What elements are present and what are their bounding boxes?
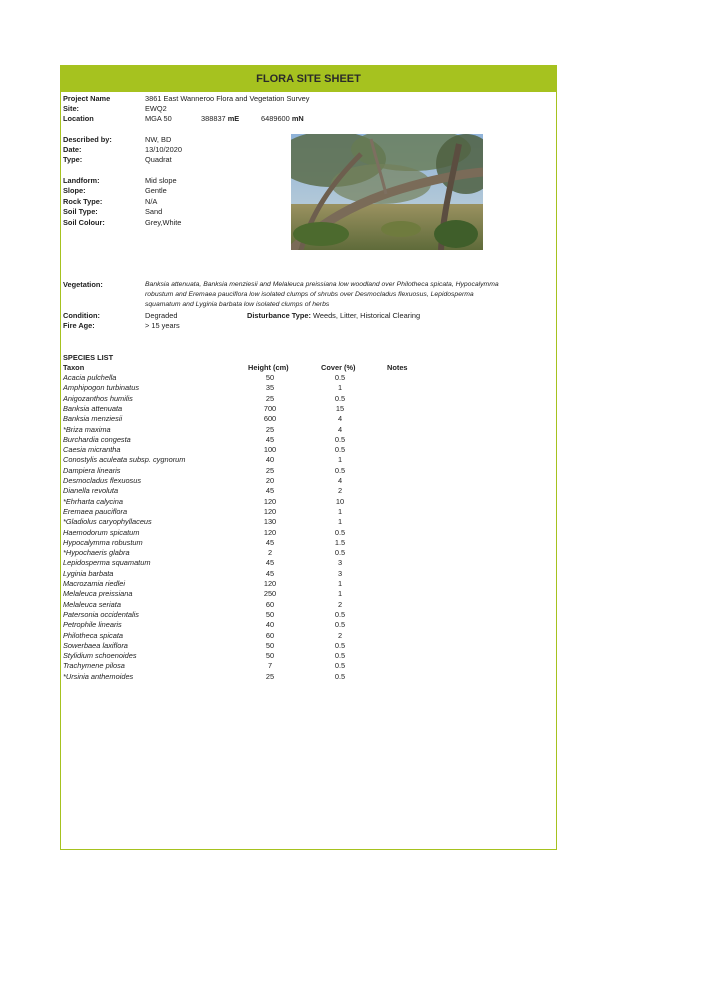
height-cell: 25 (265, 671, 275, 681)
project-name-label: Project Name (63, 94, 111, 103)
disturbance-type: Disturbance Type: Weeds, Litter, Historical Clearing (247, 311, 421, 320)
height-cell: 50 (265, 640, 275, 650)
taxon-cell: Caesia micrantha (63, 445, 121, 455)
cover-cell: 1 (337, 589, 343, 599)
landform-label: Landform: (63, 176, 100, 185)
cover-cell: 1 (337, 517, 343, 527)
table-row (63, 538, 403, 548)
table-row (63, 507, 403, 517)
height-cell: 50 (265, 373, 275, 382)
cover-cell: 0.5 (334, 465, 346, 475)
cover-cell: 3 (337, 568, 343, 578)
taxon-cell: Macrozamia riedlei (63, 579, 126, 588)
table-row (63, 414, 403, 424)
table-row (63, 394, 403, 404)
taxon-cell: Conostylis aculeata subsp. cygnorum (63, 455, 186, 465)
taxon-cell: *Hypochaeris glabra (63, 548, 130, 558)
table-row (63, 600, 403, 610)
cover-cell: 10 (335, 496, 345, 506)
taxon-cell: Sowerbaea laxiflora (63, 640, 128, 650)
project-name: 3861 East Wanneroo Flora and Vegetation Survey (145, 94, 310, 103)
taxon-cell: Acacia pulchella (63, 373, 117, 382)
cover-cell: 4 (337, 476, 343, 485)
table-row (63, 466, 403, 476)
table-row (63, 404, 403, 414)
described-by: NW, BD (145, 135, 172, 144)
taxon-cell: Lepidosperma squamatum (63, 558, 151, 568)
type-label: Type: (63, 155, 83, 164)
table-row (63, 548, 403, 558)
vegetation-line: robustum and Eremaea pauciflora low isolated clumps of shrubs over Desmocladus flexuosus, Lepidosperma (145, 291, 474, 298)
table-row (63, 445, 403, 455)
cover-cell: 0.5 (334, 373, 346, 382)
height-cell: 45 (265, 568, 275, 578)
height-cell: 25 (265, 465, 275, 475)
table-row (63, 383, 403, 393)
cover-cell: 1.5 (334, 537, 346, 547)
cover-cell: 0.5 (334, 434, 346, 444)
flora-site-sheet (60, 65, 557, 850)
slope-label: Slope: (63, 186, 86, 195)
height-cell: 45 (265, 434, 275, 444)
height-cell: 60 (265, 630, 275, 640)
cover-cell: 2 (337, 630, 343, 640)
cover-cell: 2 (337, 599, 343, 609)
cover-cell: 1 (337, 455, 343, 465)
table-row (63, 528, 403, 538)
cover-cell: 2 (337, 486, 343, 496)
species-list-heading: SPECIES LIST (63, 353, 114, 362)
taxon-cell: Stylidium schoenoides (63, 651, 137, 661)
vegetation-line: squamatum and Lyginia barbata low isolated clumps of herbs (145, 301, 330, 308)
northing: 6489600 mN (261, 114, 304, 123)
table-row (63, 661, 403, 671)
cover-cell: 1 (337, 579, 343, 588)
taxon-cell: Petrophile linearis (63, 620, 122, 630)
notes-column-header: Notes (387, 363, 408, 372)
table-row (63, 497, 403, 507)
site-photo (291, 134, 483, 250)
taxon-cell: *Briza maxima (63, 424, 111, 434)
cover-cell: 1 (337, 383, 343, 393)
taxon-column-header: Taxon (63, 363, 85, 372)
taxon-cell: Haemodorum spicatum (63, 527, 140, 537)
taxon-cell: *Ursinia anthemoides (63, 671, 134, 681)
table-row (63, 558, 403, 568)
table-row (63, 579, 403, 589)
table-row (63, 672, 403, 682)
condition-value: Degraded (145, 311, 178, 320)
height-cell: 45 (265, 558, 275, 568)
cover-cell: 0.5 (334, 640, 346, 650)
cover-cell: 15 (335, 403, 345, 413)
landform-value: Mid slope (145, 176, 177, 185)
height-cell: 60 (265, 599, 275, 609)
cover-cell: 0.5 (334, 548, 346, 558)
height-cell: 35 (265, 383, 275, 393)
taxon-cell: Philotheca spicata (63, 630, 123, 640)
location-label: Location (63, 114, 94, 123)
height-cell: 130 (263, 517, 277, 527)
height-cell: 25 (265, 424, 275, 434)
vegetation-line: Banksia attenuata, Banksia menziesii and Melaleuca preissiana low woodland over Philotheca spicata, Hypocalymma (145, 281, 499, 288)
taxon-cell: *Ehrharta calycina (63, 496, 123, 506)
cover-cell: 4 (337, 424, 343, 434)
fire-age-label: Fire Age: (63, 321, 95, 330)
taxon-cell: Banksia menziesii (63, 414, 123, 424)
height-cell: 120 (263, 506, 277, 516)
date-label: Date: (63, 145, 82, 154)
taxon-cell: Hypocalymma robustum (63, 537, 143, 547)
site-label: Site: (63, 104, 80, 113)
height-cell: 2 (267, 548, 273, 558)
height-cell: 40 (265, 455, 275, 465)
height-cell: 120 (263, 579, 277, 588)
site-value: EWQ2 (145, 104, 167, 113)
easting: 388837 mE (201, 114, 240, 123)
described-by-label: Described by: (63, 135, 112, 144)
table-row (63, 476, 403, 486)
taxon-cell: Eremaea pauciflora (63, 506, 128, 516)
taxon-cell: Banksia attenuata (63, 403, 123, 413)
height-column-header: Height (cm) (248, 363, 289, 372)
cover-cell: 0.5 (334, 445, 346, 455)
cover-cell: 0.5 (334, 651, 346, 661)
height-cell: 50 (265, 651, 275, 661)
taxon-cell: Lyginia barbata (63, 568, 114, 578)
taxon-cell: Burchardia congesta (63, 434, 131, 444)
height-cell: 700 (263, 403, 277, 413)
sheet-header (61, 66, 556, 92)
height-cell: 120 (263, 527, 277, 537)
taxon-cell: *Gladiolus caryophyllaceus (63, 517, 152, 527)
rock-type-value: N/A (145, 197, 158, 206)
table-row (63, 486, 403, 496)
soil-colour-value: Grey,White (145, 218, 182, 227)
cover-cell: 0.5 (334, 393, 346, 403)
height-cell: 25 (265, 393, 275, 403)
table-row (63, 569, 403, 579)
taxon-cell: Dianella revoluta (63, 486, 119, 496)
condition-label: Condition: (63, 311, 100, 320)
height-cell: 20 (265, 476, 275, 485)
cover-cell: 0.5 (334, 671, 346, 681)
table-row (63, 373, 403, 383)
height-cell: 250 (263, 589, 277, 599)
taxon-cell: Amphipogon turbinatus (63, 383, 140, 393)
taxon-cell: Anigozanthos humilis (63, 393, 133, 403)
height-cell: 120 (263, 496, 277, 506)
height-cell: 50 (265, 609, 275, 619)
location-zone: MGA 50 (145, 114, 172, 123)
taxon-cell: Trachymene pilosa (63, 661, 125, 671)
taxon-cell: Melaleuca preissiana (63, 589, 133, 599)
height-cell: 45 (265, 537, 275, 547)
sheet-title: FLORA SITE SHEET (256, 73, 361, 85)
taxon-cell: Dampiera linearis (63, 465, 121, 475)
cover-cell: 0.5 (334, 609, 346, 619)
fire-age-value: > 15 years (145, 321, 180, 330)
table-row (63, 620, 403, 630)
cover-column-header: Cover (%) (321, 363, 356, 372)
date-value: 13/10/2020 (145, 145, 182, 154)
slope-value: Gentle (145, 186, 167, 195)
height-cell: 45 (265, 486, 275, 496)
cover-cell: 1 (337, 506, 343, 516)
height-cell: 600 (263, 414, 277, 424)
table-row (63, 631, 403, 641)
table-row (63, 517, 403, 527)
taxon-cell: Melaleuca seriata (63, 599, 121, 609)
vegetation-description (145, 280, 530, 310)
cover-cell: 0.5 (334, 620, 346, 630)
height-cell: 7 (267, 661, 273, 671)
cover-cell: 0.5 (334, 527, 346, 537)
rock-type-label: Rock Type: (63, 197, 103, 206)
table-row (63, 610, 403, 620)
cover-cell: 4 (337, 414, 343, 424)
soil-type-label: Soil Type: (63, 207, 98, 216)
table-row (63, 589, 403, 599)
cover-cell: 0.5 (334, 661, 346, 671)
height-cell: 100 (263, 445, 277, 455)
vegetation-label: Vegetation: (63, 280, 103, 289)
table-row (63, 435, 403, 445)
soil-colour-label: Soil Colour: (63, 218, 105, 227)
soil-type-value: Sand (145, 207, 163, 216)
site-photo-image (291, 134, 483, 250)
taxon-cell: Patersonia occidentalis (63, 609, 140, 619)
table-row (63, 425, 403, 435)
taxon-cell: Desmocladus flexuosus (63, 476, 142, 485)
height-cell: 40 (265, 620, 275, 630)
cover-cell: 3 (337, 558, 343, 568)
type-value: Quadrat (145, 155, 172, 164)
table-row (63, 455, 403, 465)
table-row (63, 651, 403, 661)
table-row (63, 641, 403, 651)
